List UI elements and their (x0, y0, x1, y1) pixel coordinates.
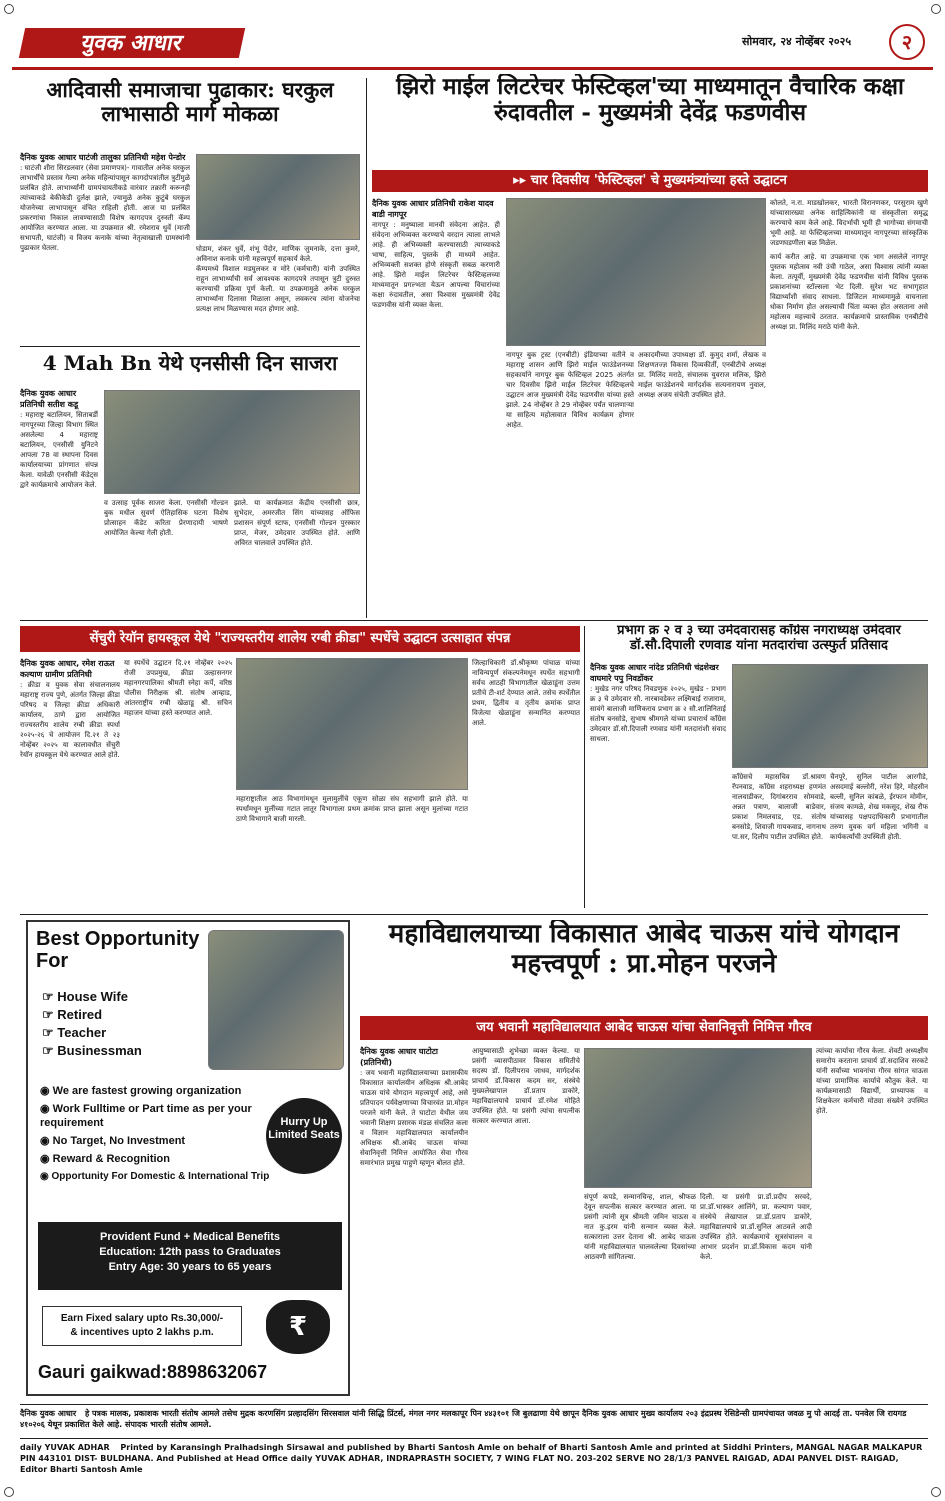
story-body: अकादमीच्या उपाध्यक्षा डॉ. कुमुद शर्मा, लेखक व शिक्षणतज्ज्ञ विकास दिव्यकीर्ती, एनबीटीचे अध्यक्ष प्रा. मिलिंद मराठे, संचालक युवराज मलिक, झिरो माईल फाउंडेशनचे मार्गदर्शक सत्यनारायण नुवाल, अध्यक्ष अजय संचेती उपस्थित होते. (638, 351, 766, 399)
story-body: या स्पर्धेचे उद्घाटन दि.२१ नोव्हेंबर २०२५ रोजी उपप्रमुख, क्रीडा उल्हासनगर महानगरपालिका श्रीमती स्नेहा कर्पे, वरिष्ठ पोलीस निरीक्षक श्री. संतोष आव्हाड, आंतरराष्ट्रीय रग्बी खेळाडू श्री. सचिन महाजन यांच्या हस्ते करण्यात आले. (124, 659, 232, 717)
imprint-marathi-text: हे पत्रक मालक, प्रकाशक भारती संतोष आमले तसेच मुद्रक करणसिंग प्रल्हादसिंग सिरसवाल यांनी सिद्धि प्रिंटर्स, मंगल नगर मलकापूर पिन ४४३१०१ जि बुलढाणा येथे छापून दैनिक युवक आधार मुख्य कार्यालय २०३ इंद्रप्रस्थ रेसिडेन्सी ग्रामपंचायत जवळ मु पो आदई ता. पनवेल जि रायगड ४१०२०६ येथून प्रकाशित केले आहे. संपादक भारती संतोष आमले. (20, 1409, 907, 1429)
story-body: चैनपूरे, सुनिल पाटील आरगीडे, असदमाई बल्लोरी, नरेश हिरे, मोहसीन बल्ली, सुनिल कांबळे, ईरफान मोमीन, संजय कामळे, शेख मकसूद, शेख रौफ यांच्यासह पक्षपदाधिकारी प्रभागातील तरुण युवक वर्ग महिला भगिनी व कार्यकर्त्यांची उपस्थिती होती. (830, 773, 928, 841)
ad-people-photo (208, 930, 344, 1070)
pointing-hand-icon: ☞ (42, 1043, 58, 1058)
story-byline: दैनिक युवक आधार घाटंजी तालुका प्रतिनिधी महेश पेन्डोर (20, 153, 186, 162)
story-banner: जय भवानी महाविद्यालयात आबेद चाऊस यांचा सेवानिवृत्ती निमित्त गौरव (360, 1016, 928, 1040)
ad-audience-text: Teacher (57, 1025, 107, 1040)
registration-mark-icon (931, 4, 941, 14)
story-byline: दैनिक युवक आधार प्रतिनिधी सतीश कडू (20, 389, 79, 409)
story-body: काँग्रेसचे महासचिव डॉ.श्रावण रॅपनवाड, काँग्रेस शहराध्यक्ष हणमंत नालवाडीकर, दिगांबरराव सोमवाडे, अन्नत पत्राण, बालाजी बाडेवार, प्रकाश निमलवाड, एड. संतोष बनसोडे, शिवाजी गायकवाड, नागनाथ पा.सर, दिलीप पाटील उपस्थित होते. (732, 773, 826, 841)
ad-audience-text: Businessman (57, 1043, 142, 1058)
banner-text: चार दिवसीय 'फेस्टिव्हल' चे मुख्यमंत्र्यांच्या हस्ते उद्घाटन (530, 173, 787, 188)
ad-audience-text: Retired (57, 1007, 103, 1022)
story-byline: दैनिक युवक आधार नांदेड प्रतिनिधी चंद्रशेखर वाघमारे पपु निवडोंकर (590, 663, 719, 683)
story-body: कोलते, न.रा. माडखोलकर, भारती विरानणकर, परसुराम खुणे यांच्यासारख्या अनेक साहित्यिकांनी या संस्कृतीला समृद्ध करण्याचे काम केले आहे. विदर्भाची भूमी ही भागोच्या संगमाची भूमी आहे. या फेस्टिव्हलच्या माध्यमातून नागपूरच्या सांस्कृतिक जडणघडणीला बळ मिळेल. (770, 199, 928, 247)
ad-audience-item (42, 1006, 202, 1024)
story-body: व उत्साह पूर्वक साजरा केला. एनसीसी गोल्डन बुक मधील सुवर्ण ऐतिहासिक घटना विशेष प्रोत्साहन कॅडेट करिता प्रेरणादायी भाषणे आयोजित केल्या गेली होती. (104, 499, 228, 537)
ad-feature-item (40, 1170, 270, 1184)
story-photo (196, 154, 360, 240)
imprint-english (20, 1438, 928, 1482)
ad-title-for: For (36, 950, 69, 972)
story-headline-banner: सेंचुरी रेयॉन हायस्कूल येथे "राज्यस्तरीय शालेय रग्बी क्रीडा" स्पर्धेचे उद्घाटन उत्साहात संपन्न (20, 626, 580, 652)
ad-audience-item (42, 1042, 202, 1060)
story-headline: 4 Mah Bn येथे एनसीसी दिन साजरा (42, 352, 338, 375)
story-body: दिली. या प्रसंगी प्रा.डॉ.प्रदीप सरवदे, प्रा.डॉ.भास्कर आलिंगे, प्रा. कल्याण पवार, संस्थेचे लेखापाल प्रा.डॉ.प्रताप डाकोरे, महाविद्यालयाचे प्रा.डॉ.सुनिल आठवले आदी उपस्थित होते. कार्यक्रमाचे सूत्रसंचालन व आभार प्रदर्शन प्रा.डॉ.विकास कदम यांनी केले. (700, 1193, 812, 1261)
story-photo (732, 664, 928, 768)
target-icon: ◉ (40, 1153, 53, 1165)
ad-feature-text: We are fastest growing organization (52, 1085, 242, 1097)
ad-benefit-line: Provident Fund + Medical Benefits (99, 1231, 280, 1243)
imprint-english-label: daily YUVAK ADHAR (20, 1443, 110, 1452)
story-byline: दैनिक युवक आधार घाटोटा (प्रतिनिधी) (360, 1047, 438, 1067)
story-body-continued: कॅम्पमध्ये विशाल मडघुलकर व मोरे (कर्मचारी) यांनी उपस्थित राहून लाभार्थ्यांची सर्व आवश्यक कागदपत्रे तपासून त्रुटी दुरुस्त करण्याची प्रक्रिया पूर्ण केली. या उपक्रमामुळे अनेक घरकुल लाभार्थ्यांना दिलासा मिळाला असून, लवकरच त्यांना योजनेचा प्रत्यक्ष लाभ मिळण्यास मदत होणार आहे. (196, 265, 360, 313)
imprint-english-line (20, 1439, 928, 1475)
target-icon: ◉ (40, 1085, 53, 1097)
pointing-hand-icon: ☞ (42, 1007, 58, 1022)
story-headline: प्रभाग क्र २ व ३ च्या उमेदवारासह काँग्रेस नगराध्यक्ष उमेदवार डॉ.सौ.दिपाली रणवाड यांना मतदारांचा उत्स्फुर्त प्रतिसाद (617, 624, 901, 653)
imprint-marathi-label: दैनिक युवक आधार (20, 1409, 77, 1418)
story-photo (584, 1048, 812, 1188)
story-headline: झिरो माईल लिटरेचर फेस्टिव्हल'च्या माध्यमातून वैचारिक कक्षा रुंदावतील - मुख्यमंत्री देवेंद्र फडणवीस (396, 74, 904, 127)
target-icon: ◉ (40, 1171, 52, 1182)
ad-feature-item (40, 1102, 260, 1130)
rupee-symbol: ₹ (288, 1312, 308, 1342)
story-body: संपूर्ण कपडे, सन्मानचिन्ह, शाल, श्रीफळ देवून सपत्नीक सत्कार करण्यात आला. या प्रसंगी त्यांनी सूत्र श्रीमती जमिन चाऊस व नात कु.इरम यांनी सन्मान व्यक्त केले. सत्काराला उत्तर देताना श्री. आबेद चाऊस यांनी महाविद्यालयात घालवलेल्या दिवसांच्या आठवणी सांगितल्या. (584, 1193, 696, 1261)
registration-mark-icon (4, 1487, 14, 1497)
target-icon: ◉ (40, 1103, 53, 1115)
story-headline: आदिवासी समाजाचा पुढाकार: घरकुल लाभासाठी मार्ग मोकळा (46, 78, 334, 127)
target-icon: ◉ (40, 1135, 53, 1147)
ad-hurry-badge: Hurry Up Limited Seats (266, 1098, 342, 1174)
story-body: : मुखेड नगर परिषद निवडणुक २०२५, मुखेड - प्रभाग क्र ३ चे उमेदवार सौ. नारबावडेकर लक्ष्मिबाई राजाराम, सावंगे बालाजी माणिकराव प्रभाग क्र २ सौ.शालिनिताई संतोष बनसोडे, सुभाष श्रीमगले यांच्या प्रचारार्थ काँग्रेस उमेदवार डॉ.सौ.दिपाली रणवाड यांनी मतदारांशी संवाद साधला. (590, 685, 726, 743)
newspaper-logo: युवक आधार (19, 28, 245, 58)
imprint-english-text: Printed by Karansingh Pralhadsingh Sirsawal and published by Bharti Santosh Amle on behalf of Bharti Santosh Amle and printed at Siddhi Printers, MANGAL NAGAR MALKAPUR PIN 443101 DIST- BULDHANA. And Published at Head Office daily YUVAK ADHAR, INDRAPRASTH SOCIETY, 7 WING FLAT NO. 203-202 SERVE NO 28/1/3 PANVEL RAIGAD, ADAI PANVEL DIST- RAIGAD, Editor Bharti Santosh Amle (20, 1443, 923, 1474)
story-headline: महाविद्यालयाच्या विकासात आबेद चाऊस यांचे योगदान महत्त्वपूर्ण : प्रा.मोहन परजने (388, 920, 900, 979)
story-photo-cm (506, 198, 766, 346)
registration-mark-icon (4, 4, 14, 14)
double-arrow-icon: ▸▸ (513, 173, 531, 188)
story-body: नागपूर बुक ट्रस्ट (एनबीटी) इंडियाच्या वतीने व महाराष्ट्र शासन आणि झिरो माईल फाउंडेशनच्या सहकार्याने नागपूर बुक फेस्टिव्हल 2025 अंतर्गत चार दिवसीय झिरो माईल लिटरेचर फेस्टिव्हलचे उद्घाटन आज मुख्यमंत्री देवेंद्र फडणवीस यांच्या हस्ते झाले. 24 नोव्हेंबर ते 29 नोव्हेंबर पर्यंत चालणाऱ्या या साहित्य महोत्सवात विविध कार्यक्रम होणार आहेत. (506, 351, 634, 429)
story-election (590, 624, 928, 908)
ad-feature-list (40, 1084, 270, 1188)
story-body: : क्रीडा व युवक सेवा संचालनालय महाराष्ट्र राज्य पुणे, अंतर्गत जिल्हा क्रीडा परिषद व जिल्हा क्रीडा अधिकारी कार्यालय, ठाणे द्वारा आयोजित राज्यस्तरीय शालेय रग्बी क्रीडा स्पर्धा २०२५-२६ चे आयोजन दि.२१ ते २३ नोव्हेंबर २०२५ या कालावधीत सेंचुरी रेयॉन हायस्कूल येथे करण्यात आले होते. (20, 681, 120, 759)
issue-date: सोमवार, २४ नोव्हेंबर २०२५ (742, 35, 852, 48)
story-body: झाले. या कार्यक्रमात केंद्रीय एनसीसी छात्र, सुभेदार, अमरजीत सिंग यांच्यासह ऑफिस प्रशासन संपूर्ण स्टाफ, एनसीसी गोल्डन पुरस्कार प्राप्त, मेजर, उमेदवार उपस्थित होते. आणि अविरत चालवाले उपस्थित होते. (234, 499, 360, 547)
ad-benefit-line: Education: 12th pass to Graduates (99, 1246, 281, 1258)
ad-feature-item (40, 1134, 260, 1148)
page-number: २ (889, 24, 925, 60)
ad-audience-item (42, 1024, 202, 1042)
ad-feature-text: Work Fulltime or Part time as per your requirement (40, 1103, 252, 1129)
story-photo (236, 658, 468, 790)
imprint-marathi-line (20, 1405, 928, 1430)
story-byline: दैनिक युवक आधार, रमेश राऊत कल्याण ग्रामीण प्रतिनिधी (20, 659, 115, 679)
story-body: आयुष्यासाठी शुभेच्छा व्यक्त केल्या. या प्रसंगी व्यासपीठावर विकास समितीचे सदस्य डॉ. दिलीपराव जाधव, मार्गदर्शक प्राचार्य डॉ.विकास कदम सर, संस्थेचे मुख्यलेखापाल डॉ.प्रताप डाकोरे, महाविद्यालयाचे प्राचार्य डॉ.रमेश मोहिते उपस्थित होते. या प्रसंगी त्यांचा सपत्नीक सत्कार करण्यात आला. (472, 1047, 580, 1125)
money-bag-icon (266, 1300, 330, 1354)
photo-caption: घोडाम, शंकर धुर्वे, शंभू पेंदोर, माणिक जुमनाके, दत्ता कुमरे, अविनाश कनाके यांनी महत्त्वपूर्ण सहकार्य केले. (196, 245, 360, 263)
story-body: कार्य करीत आहे. या उपक्रमाचा एक भाग असलेले नागपूर पुस्तक महोत्सव नवी उंची गाठेल, असा विश्वास त्यांनी व्यक्त केला. तत्पूर्वी, मुख्यमंत्री देवेंद्र फडणवीस यांनी विविध पुस्तक प्रकाशनांच्या स्टॉल्सला भेट दिली. सुरेश भट सभागृहात विद्यार्थ्यांशी संवाद साधला. डिजिटल माध्यमामुळे वाचनाला धोका निर्माण होत असल्याची चिंता व्यक्त होत असताना असे महोत्सव महत्त्वाचे ठरतात. कार्यक्रमाचे प्रास्ताविक एनबीटीचे अध्यक्ष प्रा. मिलिंद मराठे यांनी केले. (770, 253, 928, 331)
ad-title: Best Opportunity (36, 928, 200, 950)
story-banner (372, 170, 928, 192)
ad-benefit-line: Entry Age: 30 years to 65 years (108, 1261, 272, 1273)
ad-feature-text: Opportunity For Domestic & International Trip (51, 1171, 270, 1182)
story-college (360, 920, 928, 1396)
ad-feature-text: Reward & Recognition (52, 1153, 170, 1165)
ad-salary-line: & incentives upto 2 lakhs p.m. (70, 1327, 214, 1338)
story-adivasi (20, 78, 360, 340)
story-body: : घाटंजी शीरा सिरडलवार (सेवा प्रमाणपत्र)- गावातील अनेक घरकुल लाभार्थींचे प्रस्ताव गेल्या अनेक महिन्यांपासून कागदोपत्रांतील त्रुटींमुळे प्रलंबित होते. लाभार्थ्यांनी ग्रामपंचायतीकडे वारंवार तक्रारी करूनही त्यांच्याकडे बेकीकेडी दुर्लक्ष झाले, ज्यामुळे अनेक कुटुंबे घरकुल योजनेच्या लाभापासून वंचित राहिली होती. आज या प्रलंबित प्रकरणांचा निकाल लावण्यासाठी विशेष कागदपत्र दुरुस्ती कॅम्प आयोजित करण्यात आला. या उपक्रमात श्री. रमेशराव धुर्वे (माजी सभापती, घाटंजी) व विजय कनाके यांच्या नेतृत्वाखाली ग्रामस्थांनी पुढाकार घेतला. (20, 164, 190, 252)
story-body: त्यांच्या कार्याचा गौरव केला. शेवटी अध्यक्षीय समारोप करताना प्राचार्य डॉ.सदाशिव सरकटे यांनी सर्वांच्या भावनांचा गौरव सांगत चाऊस यांच्या प्रामाणिक कार्याचे कौतुक केले. या कार्यक्रमासाठी विद्यार्थी, प्राध्यापक व शिक्षकेतर कर्मचारी मोठ्या संख्येने उपस्थित होते. (816, 1047, 928, 1115)
story-ncc-day (20, 352, 360, 614)
pointing-hand-icon: ☞ (42, 989, 58, 1004)
masthead (12, 22, 933, 70)
story-rugby (20, 626, 580, 908)
registration-mark-icon (931, 1487, 941, 1497)
ad-benefits-box (38, 1222, 342, 1290)
story-byline: दैनिक युवक आधार प्रतिनिधी राकेश यादव बाडी नागपूर (372, 199, 494, 219)
column-divider (584, 626, 585, 908)
imprint-marathi (20, 1404, 928, 1434)
ad-audience-text: House Wife (57, 989, 128, 1004)
section-divider (20, 914, 928, 915)
column-divider (366, 78, 367, 618)
story-body: : महाराष्ट्र बटालियन, सिताबर्डी नागपूरच्या जिल्हा विभाग स्थित असलेल्या 4 महाराष्ट्र बटालियन, एनसीसी युनिटने आपला 78 वा स्थापना दिवस कार्यालयाच्या प्रांगणात संपन्न केला. यावेळी एनसीसी कॅडेट्स द्वारे कार्यक्रमाचे आयोजन केले. (20, 411, 98, 489)
ad-feature-text: No Target, No Investment (52, 1135, 186, 1147)
story-body: महाराष्ट्रातील आठ विभागांमधून मुलामुलींचे एकूण सोळा संघ सहभागी झाले होते. या स्पर्धांमधून मुलींच्या गटात लातूर विभागाला प्रथम क्रमांक प्राप्त झाला असून मुलांच्या गटात ठाणे विभागाने बाजी मारली. (236, 795, 468, 823)
ad-audience-item (42, 988, 202, 1006)
section-divider (20, 346, 360, 347)
pointing-hand-icon: ☞ (42, 1025, 58, 1040)
ad-salary-box (42, 1306, 242, 1346)
ad-feature-item (40, 1084, 260, 1098)
section-divider (20, 620, 928, 621)
story-literature-festival (372, 74, 928, 614)
story-photo (104, 390, 360, 494)
ad-salary-line: Earn Fixed salary upto Rs.30,000/- (60, 1313, 224, 1324)
advertisement (26, 920, 350, 1396)
story-body: नागपूर : मनुष्याला मानवी संवेदना आहेत. ही संवेदना अभिव्यक्त करण्याचे वरदान त्याला लाभले आहे. ही अभिव्यक्ती करण्यासाठी त्याच्याकडे भाषा, साहित्य, पुस्तके ही माध्यमे आहेत. अभिव्यक्ती सशक्त होणे संस्कृती सबळ करणारी आहे. झिरो माईल लिटरेचर फेस्टिव्हलच्या माध्यमातून प्रगल्भता येऊन आपल्या विचारांच्या कक्षा रुंदावतील, असा विश्वास मुख्यमंत्री देवेंद्र फडणवीस यांनी व्यक्त केला. (372, 221, 500, 309)
ad-audience-list (42, 988, 202, 1060)
story-body: : जय भवानी महाविद्यालयाच्या प्रशासकीय विकासात कार्यालयीन अधिक्षक श्री.आबेद चाऊस यांचे योगदान महत्त्वपूर्ण आहे, असे प्रतिपादन पर्यवेक्षणाच्या विचारवंत प्रा.मोहन परजने यांनी केले. ते घाटोटा येथील जय भवानी शिक्षण प्रसारक मंडळ संचलित कला व विज्ञान महाविद्यालयात कार्यालयीन अधिक्षक श्री.आबेद चाऊस यांच्या सेवानिवृत्ती निमित्त आयोजित सेवा गौरव समारंभात प्रमुख पाहुणे म्हणून बोलत होते. (360, 1069, 468, 1167)
story-body: जिल्हाधिकारी डॉ.श्रीकृष्ण पांचाळ यांच्या नाविन्यपूर्ण संकल्पनेमधून स्पर्धेत सहभागी सर्वच आठही विभागातील खेळाडूंना उत्तम प्रतीचे टी-शर्ट देण्यात आले. तसेच स्पर्धेतील प्रथम, द्वितीय व तृतीय क्रमांक प्राप्त विजेत्या खेळाडूंना सन्मानित करण्यात आले. (472, 659, 580, 727)
ad-contact: Gauri gaikwad:8898632067 (38, 1362, 268, 1382)
ad-feature-item (40, 1152, 260, 1166)
